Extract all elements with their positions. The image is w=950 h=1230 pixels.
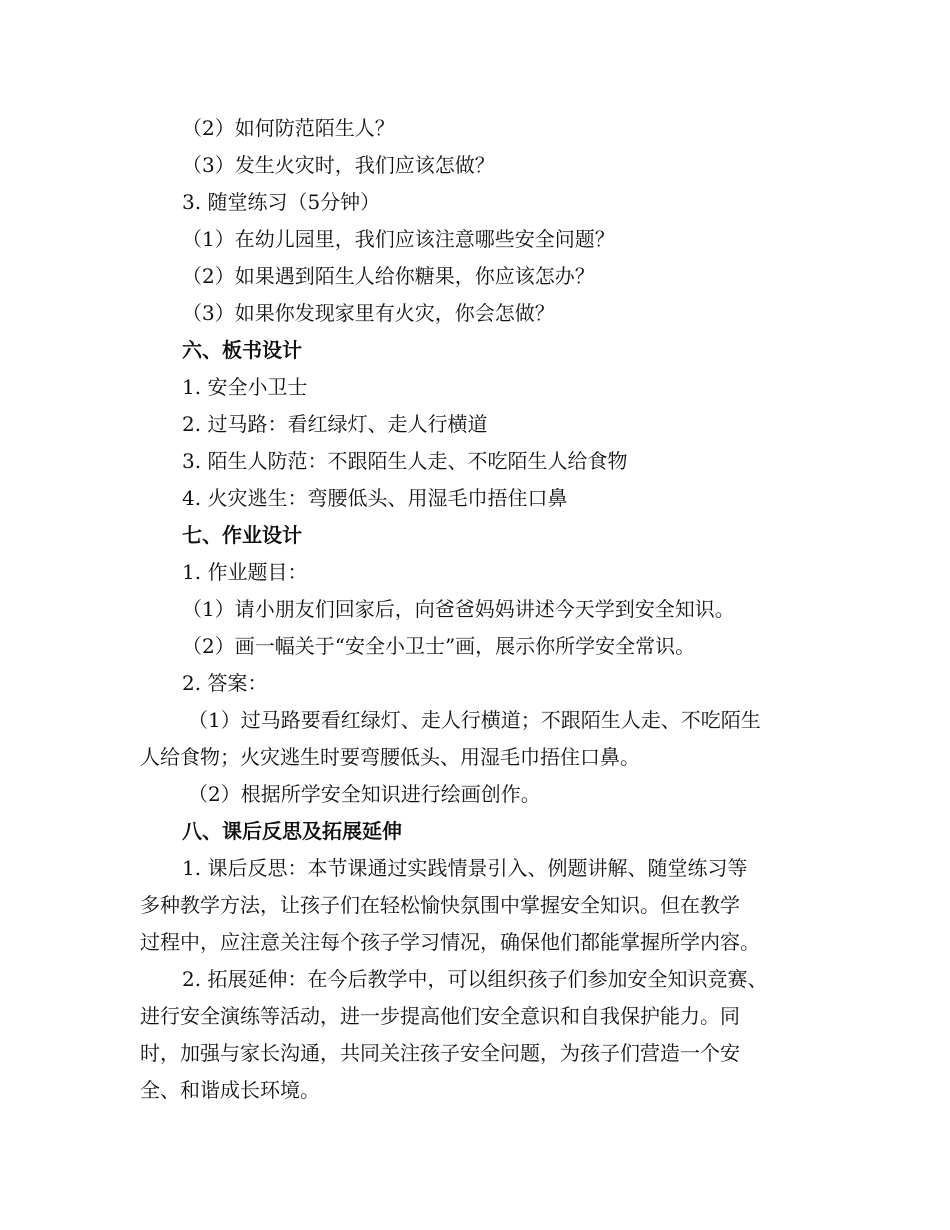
extension-line: 2. 拓展延伸：在今后教学中，可以组织孩子们参加安全知识竞赛、 xyxy=(182,967,768,991)
document-body xyxy=(140,110,820,1109)
heading-homework-design: 七、作业设计 xyxy=(182,523,302,547)
homework-question: （2）画一幅关于“安全小卫士”画，展示你所学安全常识。 xyxy=(182,634,696,658)
homework-item: 1. 作业题目： xyxy=(182,560,308,584)
practice-question: （1）在幼儿园里，我们应该注意哪些安全问题？ xyxy=(182,227,615,251)
answer-line: （2）根据所学安全知识进行绘画创作。 xyxy=(188,782,541,806)
heading-board-design: 六、板书设计 xyxy=(182,338,302,362)
board-item: 4. 火灾逃生：弯腰低头、用湿毛巾捂住口鼻 xyxy=(182,486,568,510)
question-line: （3）发生火灾时，我们应该怎做？ xyxy=(182,153,495,177)
practice-question: （3）如果你发现家里有火灾，你会怎做？ xyxy=(182,301,555,325)
extension-line: 全、和谐成长环境。 xyxy=(140,1078,320,1102)
extension-line: 进行安全演练等活动，进一步提高他们安全意识和自我保护能力。同 xyxy=(140,1004,740,1028)
heading-reflection: 八、课后反思及拓展延伸 xyxy=(182,819,402,843)
reflection-line: 1. 课后反思：本节课通过实践情景引入、例题讲解、随堂练习等 xyxy=(182,856,748,880)
reflection-line: 多种教学方法，让孩子们在轻松愉快氛围中掌握安全知识。但在教学 xyxy=(140,893,740,917)
section-item: 3. 随堂练习（5分钟） xyxy=(182,190,381,214)
board-item: 1. 安全小卫士 xyxy=(182,375,308,399)
board-item: 2. 过马路：看红绿灯、走人行横道 xyxy=(182,412,488,436)
board-item: 3. 陌生人防范：不跟陌生人走、不吃陌生人给食物 xyxy=(182,449,628,473)
extension-line: 时，加强与家长沟通，共同关注孩子安全问题，为孩子们营造一个安 xyxy=(140,1041,740,1065)
homework-question: （1）请小朋友们回家后，向爸爸妈妈讲述今天学到安全知识。 xyxy=(182,597,735,621)
answer-item: 2. 答案： xyxy=(182,671,268,695)
practice-question: （2）如果遇到陌生人给你糖果，你应该怎办？ xyxy=(182,264,595,288)
question-line: （2）如何防范陌生人？ xyxy=(182,116,395,140)
reflection-line: 过程中，应注意关注每个孩子学习情况，确保他们都能掌握所学内容。 xyxy=(140,930,760,954)
answer-line: 人给食物；火灾逃生时要弯腰低头、用湿毛巾捂住口鼻。 xyxy=(140,745,640,769)
answer-line: （1）过马路要看红绿灯、走人行横道；不跟陌生人走、不吃陌生 xyxy=(188,708,761,732)
